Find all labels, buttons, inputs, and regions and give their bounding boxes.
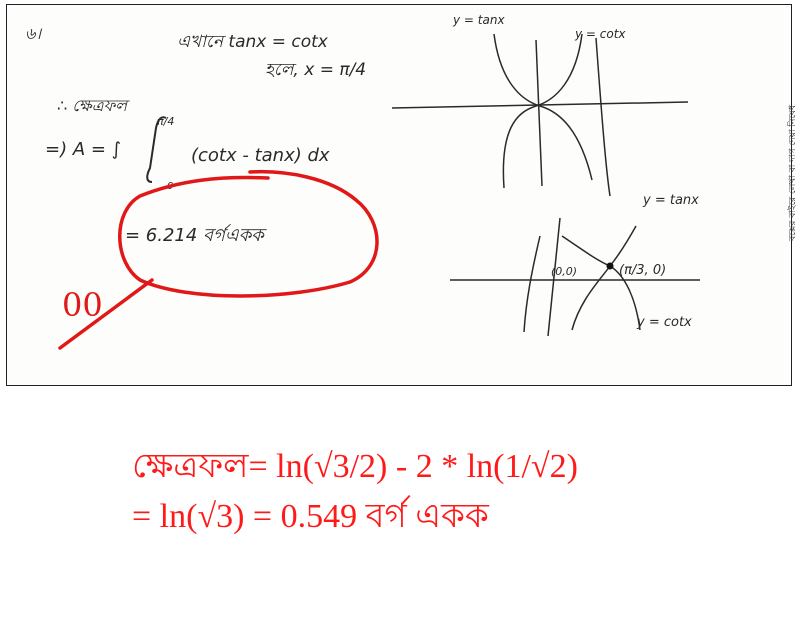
top-graph-tan-label: y = tanx: [453, 13, 505, 27]
integral-prefix: =) A = ∫: [45, 139, 122, 160]
intersection-point: [607, 263, 614, 270]
top-graph-tan-curve-2: [596, 38, 610, 196]
therefore-line: ∴ ক্ষেত্রফল: [57, 96, 128, 115]
integral-sign: [147, 117, 166, 182]
correct-answer-line-1: ক্ষেত্রফল= ln(√3/2) - 2 * ln(1/√2): [132, 448, 578, 485]
origin-label: (0,0): [551, 265, 578, 278]
bottom-graph-y-axis: [548, 218, 560, 336]
top-graph-y-axis: [536, 40, 542, 186]
correct-answer-line-2: = ln(√3) = 0.549 বর্গ একক: [132, 498, 489, 535]
solution-line: হলে, x = π/4: [265, 60, 367, 80]
integral-upper-limit: π/4: [157, 115, 175, 128]
bottom-graph-tan-curve: [562, 236, 640, 330]
grader-score: 00: [62, 286, 103, 324]
margin-note: বক্সের বাইরে লেখা বা দাগ দেয়া নিষেধ: [788, 105, 798, 241]
intersection-point-label: (π/3, 0): [619, 263, 667, 278]
top-graph-cot-curve-1: [503, 34, 582, 188]
question-number: ৬।: [25, 24, 42, 43]
bottom-graph-cot-curve: [572, 226, 636, 330]
given-line: এখানে tanx = cotx: [177, 32, 328, 52]
top-graph-cot-label: y = cotx: [575, 27, 626, 41]
grader-circle: [120, 172, 377, 296]
bottom-graph-left-branch: [524, 236, 540, 332]
integrand: (cotx - tanx) dx: [191, 145, 330, 166]
boxed-result: = 6.214 বর্গএকক: [125, 225, 264, 246]
bottom-graph-cot-label: y = cotx: [637, 315, 692, 330]
bottom-graph-tan-label: y = tanx: [643, 193, 699, 208]
integral-lower-limit: 0: [167, 181, 174, 192]
